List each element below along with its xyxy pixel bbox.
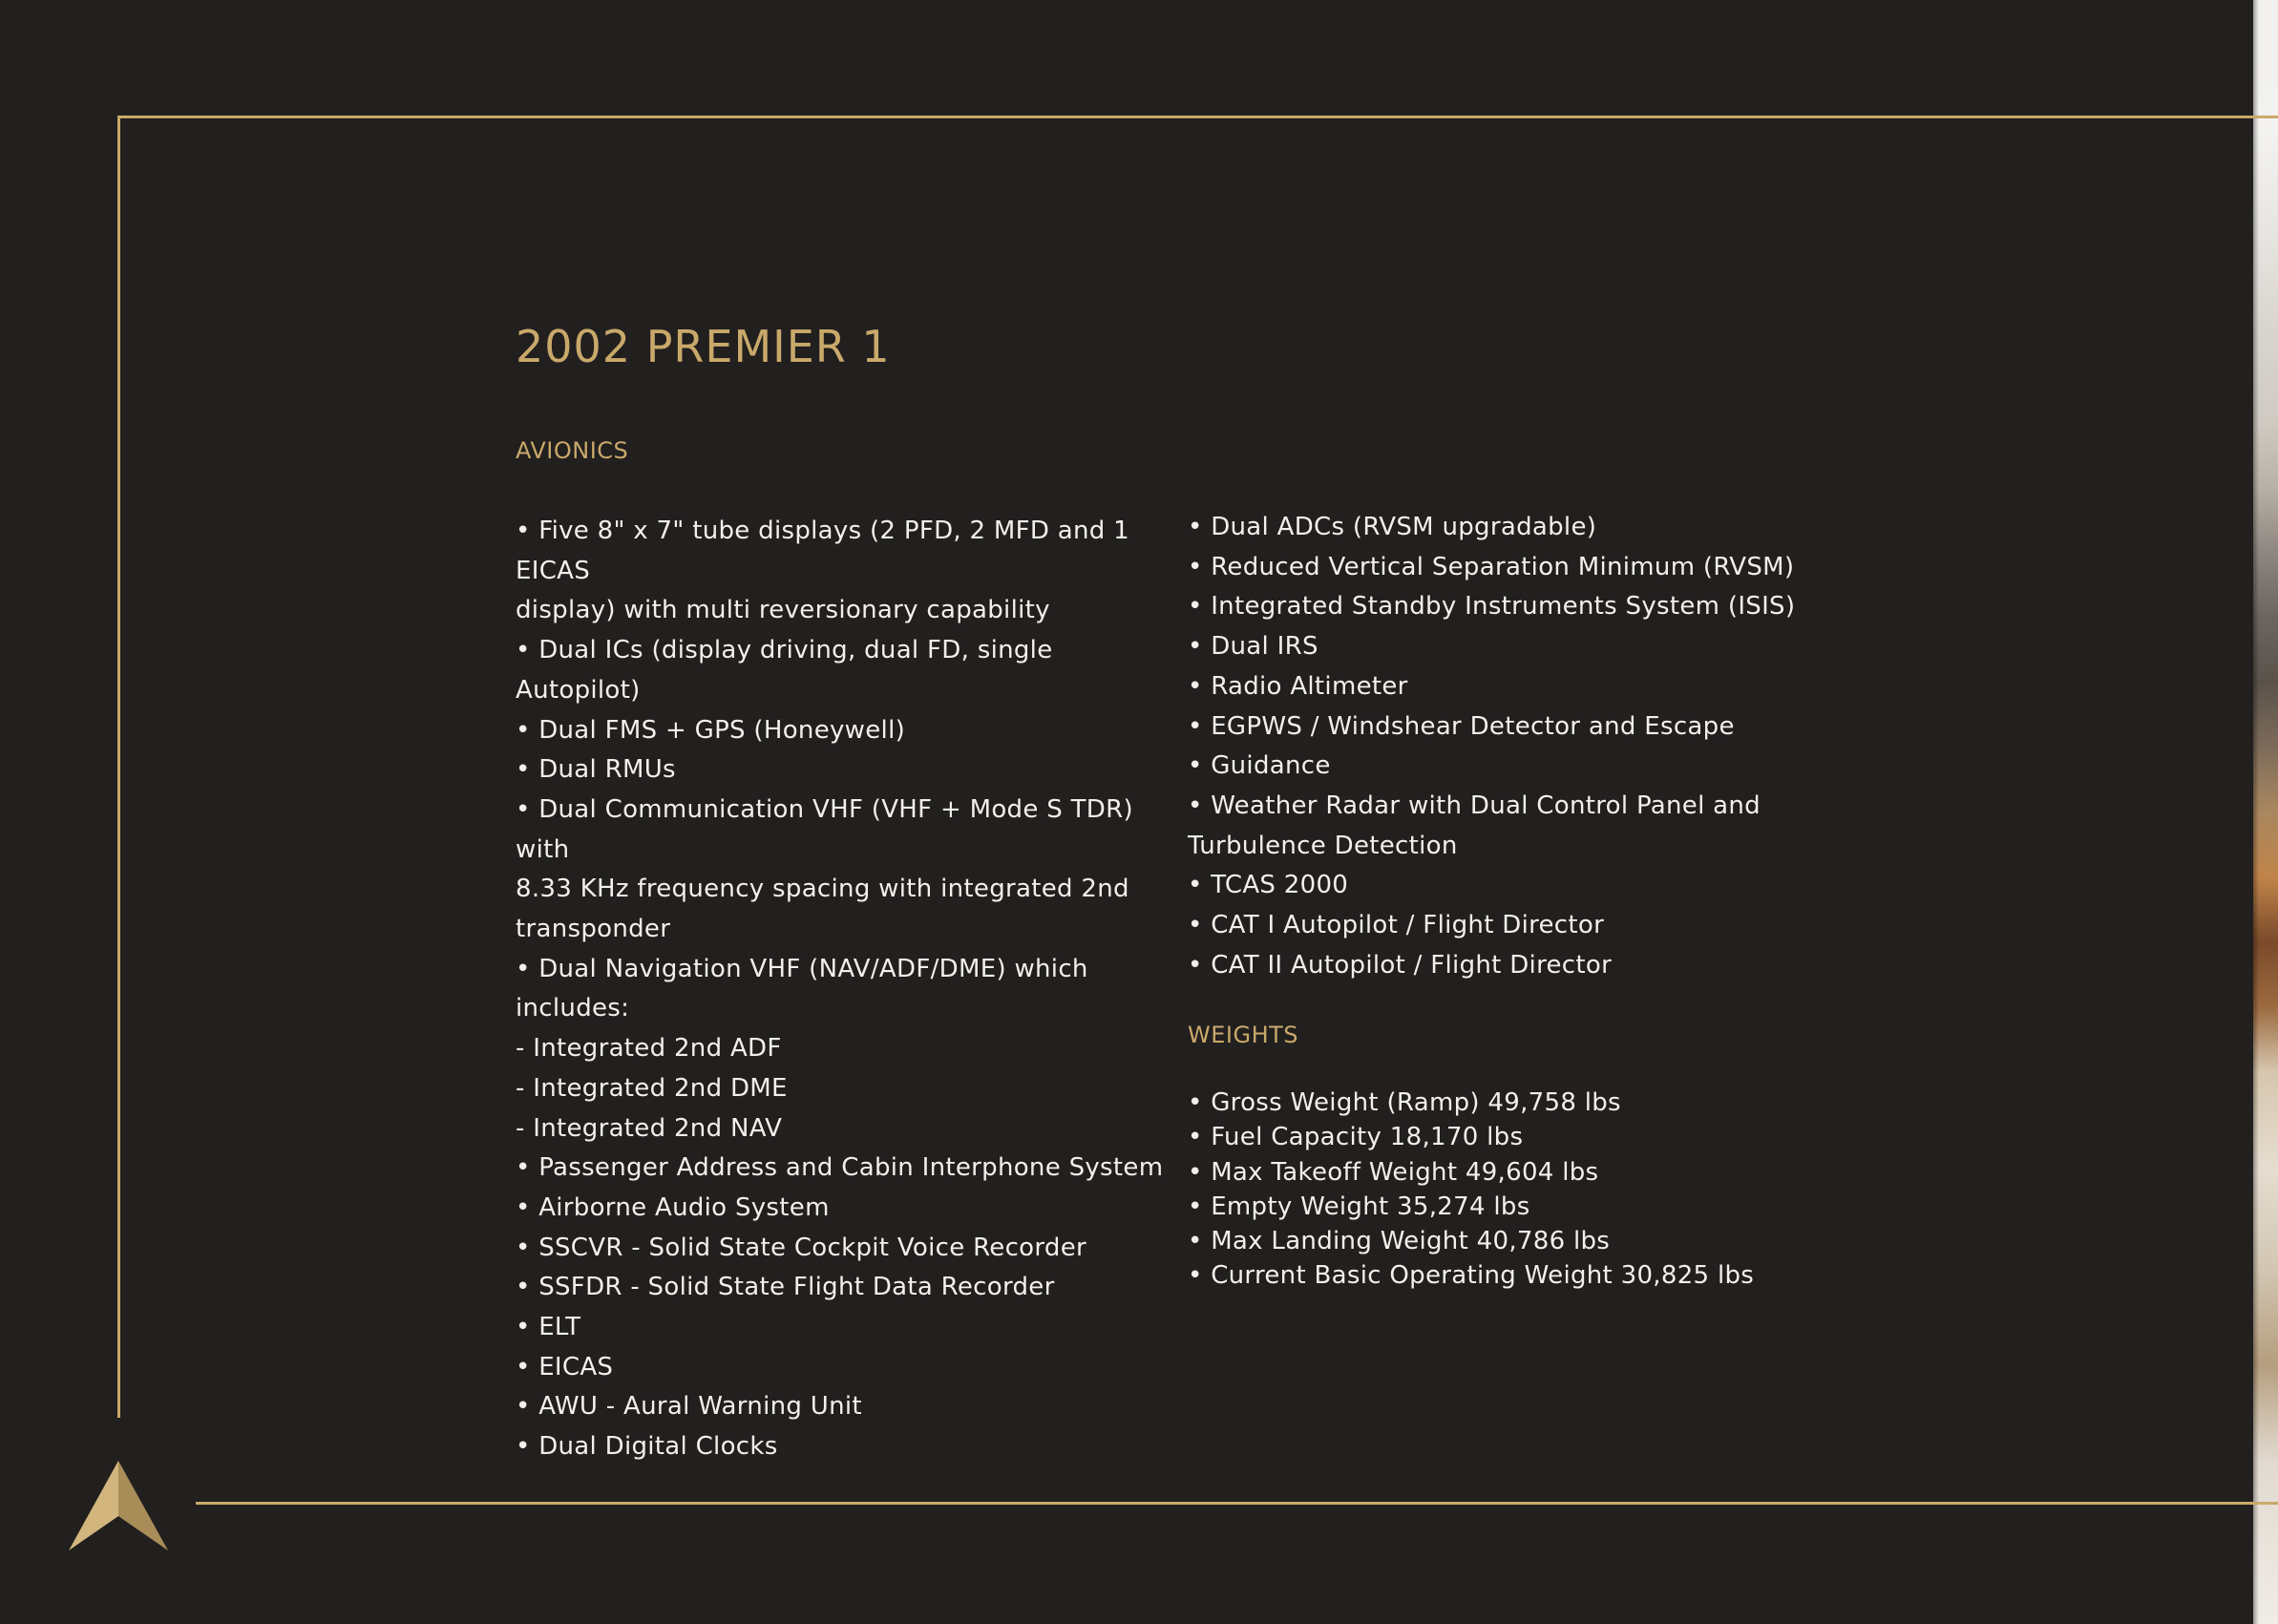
list-item: • CAT II Autopilot / Flight Director [1188, 950, 1613, 980]
list-item: • TCAS 2000 [1188, 871, 1349, 900]
list-item: 8.33 KHz frequency spacing with integrated 2nd [516, 875, 1129, 904]
triangle-a-logo-icon [69, 1461, 168, 1550]
list-item: • Dual Digital Clocks [516, 1432, 778, 1462]
frame-top-line [117, 116, 2278, 118]
list-item: • Five 8" x 7" tube displays (2 PFD, 2 MFD and 1 EICAS [516, 517, 1130, 585]
list-item: • Reduced Vertical Separation Minimum (RVSM) [1188, 552, 1795, 581]
list-item: • EGPWS / Windshear Detector and Escape [1188, 711, 1735, 741]
list-item: • AWU - Aural Warning Unit [516, 1392, 862, 1422]
list-item: Turbulence Detection [1188, 831, 1458, 860]
list-item: • Dual ICs (display driving, dual FD, single Autopilot) [516, 636, 1053, 705]
list-item: • Max Takeoff Weight 49,604 lbs [1188, 1157, 1599, 1187]
list-item: • EICAS [516, 1352, 614, 1381]
avionics-list-left [516, 512, 1170, 1467]
list-item: • Dual Navigation VHF (NAV/ADF/DME) which [516, 954, 1088, 983]
list-item: • Dual ADCs (RVSM upgradable) [1188, 513, 1597, 541]
avionics-list-right [1188, 508, 1818, 985]
list-item: • Max Landing Weight 40,786 lbs [1188, 1227, 1611, 1256]
list-item: • SSCVR - Solid State Cockpit Voice Recorder [516, 1233, 1087, 1262]
list-item: display) with multi reversionary capability [516, 596, 1050, 625]
list-item: includes: [516, 994, 630, 1023]
list-item: • ELT [516, 1313, 581, 1342]
list-item: • Airborne Audio System [516, 1192, 830, 1222]
list-item: • Dual FMS + GPS (Honeywell) [516, 715, 906, 745]
list-item: • Passenger Address and Cabin Interphone System [516, 1153, 1164, 1183]
list-item: • Current Basic Operating Weight 30,825 lbs [1188, 1261, 1755, 1291]
frame-left-line [117, 116, 120, 1418]
list-item: • Dual Communication VHF (VHF + Mode S TDR) with [516, 794, 1133, 864]
list-item: • Guidance [1188, 751, 1331, 781]
list-item: - Integrated 2nd NAV [516, 1113, 783, 1143]
list-item: • SSFDR - Solid State Flight Data Recorder [516, 1273, 1055, 1302]
list-item: - Integrated 2nd DME [516, 1073, 788, 1103]
list-item: • Radio Altimeter [1188, 671, 1408, 701]
list-item: transponder [516, 915, 671, 944]
list-item: • Gross Weight (Ramp) 49,758 lbs [1188, 1088, 1621, 1117]
list-item: • CAT I Autopilot / Flight Director [1188, 911, 1605, 940]
list-item: • Fuel Capacity 18,170 lbs [1188, 1123, 1524, 1152]
photo-edge-shadow [2253, 0, 2259, 1624]
list-item: • Dual IRS [1188, 632, 1318, 662]
frame-bottom-line [196, 1502, 2278, 1505]
list-item: • Dual RMUs [516, 755, 676, 785]
avionics-heading: AVIONICS [516, 437, 629, 464]
list-item: • Integrated Standby Instruments System (ISIS) [1188, 592, 1796, 622]
page-title: 2002 PREMIER 1 [516, 321, 891, 372]
weights-list [1188, 1086, 1818, 1294]
weights-heading: WEIGHTS [1188, 1022, 1299, 1048]
list-item: • Empty Weight 35,274 lbs [1188, 1192, 1530, 1221]
list-item: - Integrated 2nd ADF [516, 1034, 782, 1064]
list-item: • Weather Radar with Dual Control Panel and [1188, 791, 1761, 820]
